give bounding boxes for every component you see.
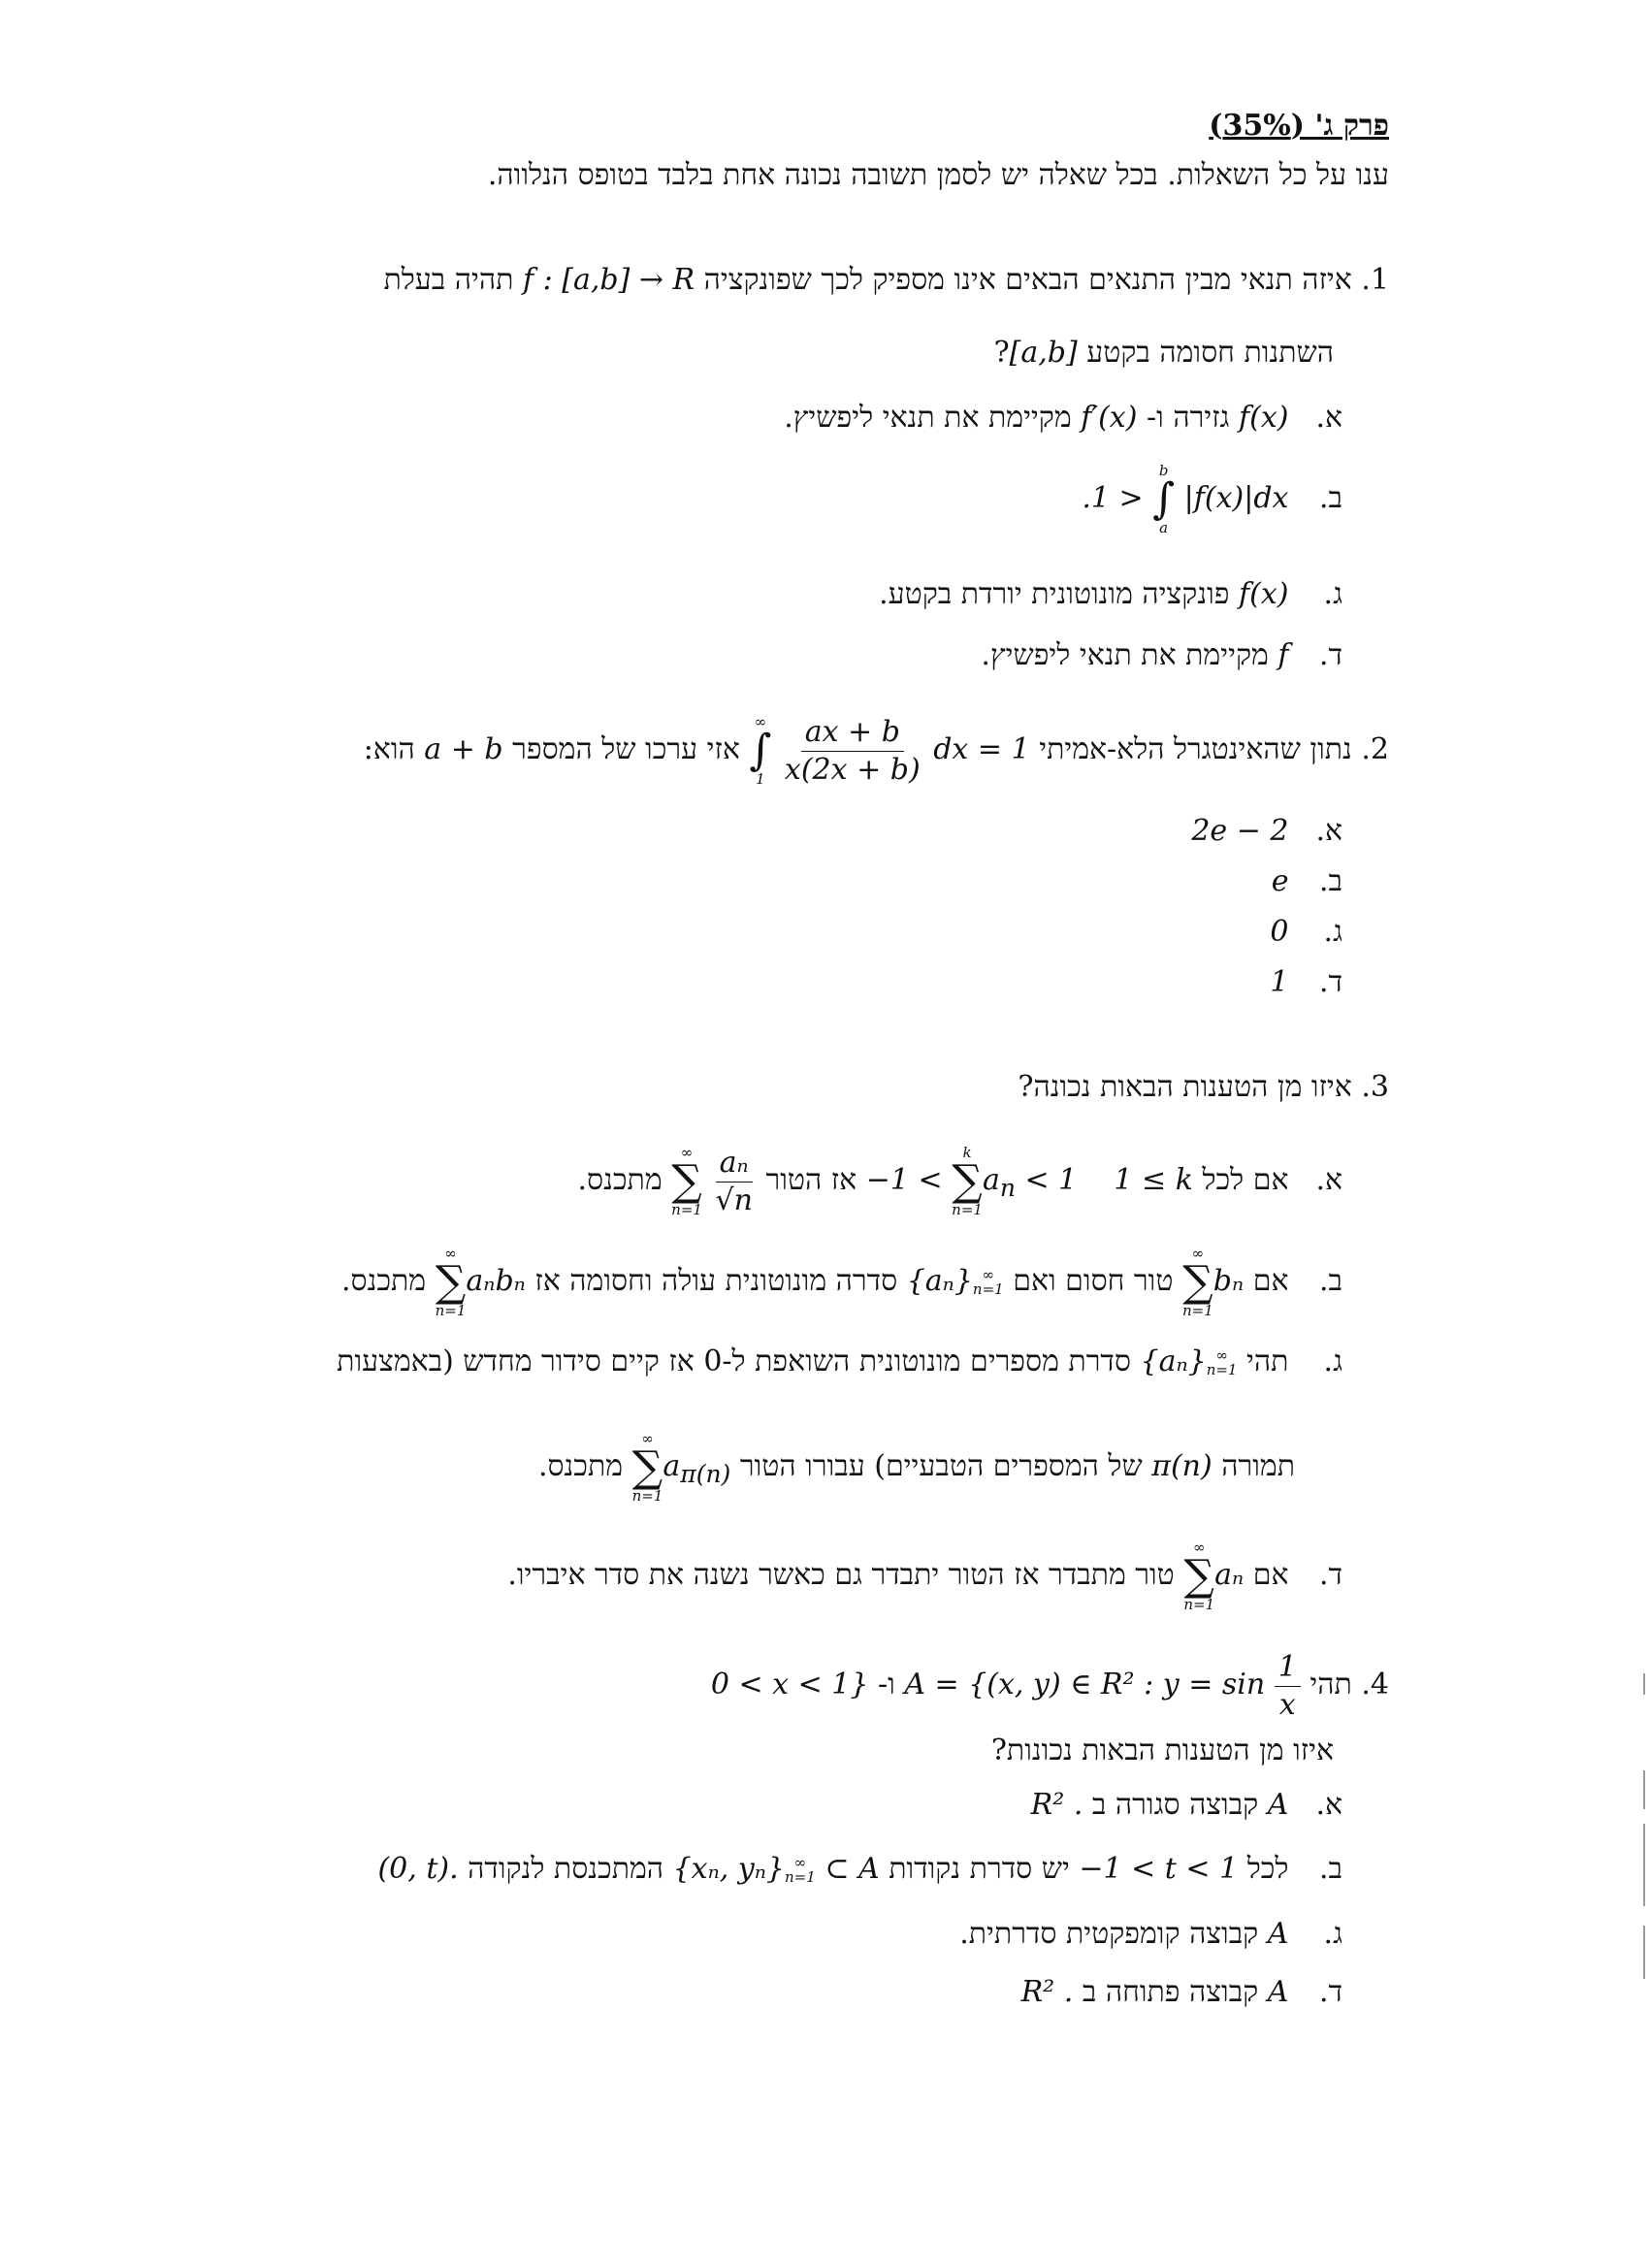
option-label: ג. <box>1323 1345 1342 1378</box>
sum-upper: ∞ <box>1191 1245 1205 1262</box>
sigma-sign: ∑ <box>1182 1257 1213 1307</box>
q4-opt-b-text2: יש סדרת נקודות <box>889 1852 1070 1886</box>
q3-number: 3. <box>1361 1070 1389 1104</box>
q1-number: 1. <box>1361 263 1389 297</box>
q4-set-definition <box>904 1649 1301 1723</box>
q4-option-d <box>1021 1974 1342 2011</box>
q4-opt-a-text: קבוצה סגורה ב <box>1091 1788 1259 1822</box>
q4-opt-b-text3: המתכנסת לנקודה <box>468 1852 664 1886</box>
q3-opt-a-fraction <box>711 1145 756 1218</box>
q3-opt-c-permutation: π(n) <box>1151 1449 1212 1483</box>
sigma-sign: ∑ <box>435 1257 467 1307</box>
option-label: ד. <box>1319 1558 1342 1592</box>
q4-line1 <box>711 1649 1389 1723</box>
integral-lower: 1 <box>756 770 765 788</box>
integral-upper: b <box>1158 462 1169 479</box>
integral-sign: ∫ <box>1152 474 1176 524</box>
q4-opt-b-t-range: −1 < t < 1 <box>1079 1852 1239 1886</box>
sum-upper: k <box>962 1144 972 1161</box>
sum-lower: n=1 <box>631 1487 663 1505</box>
option-value: 0 <box>1270 915 1289 949</box>
q2-option-c <box>1270 914 1342 951</box>
sum-term: a <box>982 1163 1000 1197</box>
q4-opt-b-sequence <box>673 1851 880 1888</box>
sequence-lower: n=1 <box>972 1280 1004 1298</box>
q4-opt-c-set: A <box>1267 1917 1289 1951</box>
q4-text-and: ו- <box>877 1668 895 1701</box>
q3-opt-b-series <box>1182 1247 1244 1318</box>
sequence-braces: {aₙ} <box>906 1264 973 1298</box>
q1-option-a <box>784 400 1342 437</box>
q3-opt-b-text1: אם <box>1252 1264 1289 1298</box>
q3-opt-b-series2 <box>436 1247 526 1318</box>
sum-symbol <box>436 1247 467 1318</box>
q3-option-a <box>578 1145 1343 1218</box>
sum-lower: n=1 <box>1183 1596 1215 1613</box>
q3-opt-a-partial-sum <box>866 1146 1078 1217</box>
q1-interval: [a,b] <box>1009 336 1078 370</box>
scan-edge-mark <box>1643 1824 1645 1906</box>
q1-question-mark: ? <box>993 336 1010 370</box>
q4-set-part-b: 0 < x < 1} <box>710 1668 869 1701</box>
q4-set-part-a: A = {(x, y) ∈ R² : y = sin <box>904 1668 1266 1701</box>
q3-opt-b-text4: מתכנס. <box>340 1264 427 1298</box>
q3-opt-c-text4: של המספרים הטבעיים) עבורו הטור <box>739 1449 1143 1483</box>
q3-line1 <box>1018 1069 1389 1106</box>
q4-option-a <box>1031 1787 1342 1824</box>
sequence-lower: n=1 <box>785 1868 816 1886</box>
sum-lower: n=1 <box>435 1302 467 1319</box>
sequence-upper: ∞ <box>982 1266 995 1283</box>
q2-integral-expr <box>749 714 1029 788</box>
option-value: 2e − 2 <box>1191 814 1289 848</box>
section-instructions: ענו על כל השאלות. בכל שאלה יש לסמן תשובה נכונה אחת בלבד בטופס הנלווה. <box>487 158 1389 192</box>
q3-opt-d-text2: טור מתבדר אז הטור יתבדר גם כאשר נשנה את סדר איבריו. <box>507 1558 1175 1592</box>
option-label: ב. <box>1319 864 1342 898</box>
q3-opt-a-text2: אז הטור <box>765 1163 857 1197</box>
q1-line2 <box>994 335 1334 372</box>
q4-opt-b-subset: ⊂ A <box>824 1852 880 1886</box>
q3-opt-b-text3: סדרה מונוטונית עולה וחסומה אז <box>534 1264 898 1298</box>
integral-lower: a <box>1159 519 1169 536</box>
scan-edge-mark <box>1643 1770 1645 1809</box>
sum-lower: n=1 <box>671 1201 702 1218</box>
sum-term-index: n <box>999 1174 1016 1202</box>
q2-option-d <box>1270 964 1342 1001</box>
integral-sign: ∫ <box>749 726 772 775</box>
q2-text-b: אזי ערכו של המספר <box>512 732 740 766</box>
q1-opt-a-text2: מקיימת את תנאי ליפשיץ. <box>784 401 1072 435</box>
q4-opt-b-point: (0, t). <box>377 1852 459 1886</box>
q3-option-d <box>507 1540 1342 1612</box>
sigma-sign: ∑ <box>671 1156 702 1206</box>
q1-opt-d-f: f <box>1277 638 1289 672</box>
sum-lower: n=1 <box>1182 1302 1213 1319</box>
q1-opt-a-text1: גזירה ו- <box>1146 401 1230 435</box>
q1-option-c <box>879 576 1342 613</box>
option-label: א. <box>1315 1163 1342 1197</box>
q2-dx: dx <box>933 732 969 766</box>
option-label: ד. <box>1319 965 1342 999</box>
q1-text-a: איזה תנאי מבין התנאים הבאים אינו מספיק לכך שפונקציה <box>703 263 1352 297</box>
option-label: א. <box>1315 401 1342 435</box>
q4-opt-c-text: קבוצה קומפקטית סדרתית. <box>959 1917 1259 1951</box>
q4-text2: איזו מן הטענות הבאות נכונות? <box>990 1733 1334 1767</box>
fraction-denominator: x <box>1278 1687 1296 1722</box>
q1-text-c: השתנות חסומה בקטע <box>1086 336 1334 370</box>
q1-opt-c-text: פונקציה מונוטונית יורדת בקטע. <box>879 577 1230 611</box>
q3-opt-a-k-range: 1 ≤ k <box>1114 1163 1193 1197</box>
q1-text-b: תהיה בעלת <box>383 263 514 297</box>
q2-a-plus-b: a + b <box>424 732 503 766</box>
sum-symbol <box>671 1146 702 1217</box>
option-label: א. <box>1315 814 1342 848</box>
integral-upper: ∞ <box>754 713 767 730</box>
q1-opt-b-prefix: .1 > <box>1082 481 1144 515</box>
q2-option-b <box>1272 863 1342 900</box>
q3-opt-c-text2: סדרת מספרים מונוטונית השואפת ל-0 אז קיים סידור מחדש (באמצעות <box>337 1345 1131 1378</box>
sum-upper: ∞ <box>680 1144 694 1161</box>
sum-symbol <box>632 1432 663 1504</box>
option-value: 1 <box>1270 965 1289 999</box>
fraction-denominator: x(2x + b) <box>784 752 921 787</box>
q4-opt-a-space: R² . <box>1030 1788 1083 1822</box>
q3-opt-b-text2: טור חסום ואם <box>1013 1264 1174 1298</box>
q3-opt-c-text3: תמורה <box>1221 1449 1295 1483</box>
q2-number: 2. <box>1361 732 1389 766</box>
sigma-sign: ∑ <box>1183 1551 1214 1601</box>
fraction-numerator: aₙ <box>716 1145 753 1183</box>
option-label: ג. <box>1323 1917 1342 1951</box>
sum-term: a <box>663 1449 681 1483</box>
q3-opt-b-sequence <box>907 1263 1004 1300</box>
q3-option-c-line1 <box>337 1344 1342 1380</box>
q3-option-b <box>341 1247 1342 1318</box>
option-label: ד. <box>1319 1975 1342 2009</box>
q2-equals: = 1 <box>977 732 1030 766</box>
sequence-range <box>785 1856 816 1885</box>
q3-opt-c-sequence <box>1140 1344 1237 1380</box>
q2-line1 <box>364 714 1389 788</box>
q1-opt-b-integral <box>1082 464 1288 535</box>
sequence-braces: {xₙ, yₙ} <box>672 1852 786 1886</box>
q3-opt-a-lower: −1 < <box>865 1163 943 1197</box>
q4-opt-a-set: A <box>1267 1788 1289 1822</box>
q1-opt-b-integrand: |f(x)|dx <box>1183 481 1289 515</box>
q1-line1 <box>383 262 1389 299</box>
option-label: א. <box>1315 1788 1342 1822</box>
q4-opt-d-set: A <box>1267 1975 1289 2009</box>
q4-text1: תהי <box>1310 1668 1352 1701</box>
fraction-numerator: ax + b <box>801 714 904 752</box>
q1-option-b <box>1082 464 1342 535</box>
q3-opt-a-text1: אם לכל <box>1202 1163 1289 1197</box>
scan-edge-mark <box>1643 1673 1645 1695</box>
sequence-upper: ∞ <box>1215 1346 1228 1364</box>
q3-text: איזו מן הטענות הבאות נכונה? <box>1018 1070 1352 1104</box>
q3-opt-c-text5: מתכנס. <box>537 1449 624 1483</box>
q1-opt-a-fprime: f′(x) <box>1081 401 1138 435</box>
q1-opt-d-text: מקיימת את תנאי ליפשיץ. <box>981 638 1269 672</box>
integral-symbol <box>1152 464 1175 535</box>
sum-symbol <box>1182 1247 1213 1318</box>
sigma-sign: ∑ <box>952 1156 983 1206</box>
option-label: ג. <box>1323 577 1342 611</box>
option-label: ג. <box>1323 915 1342 949</box>
option-label: ב. <box>1319 1264 1342 1298</box>
q3-opt-d-text1: אם <box>1252 1558 1289 1592</box>
q2-text-a: נתון שהאינטגרל הלא-אמיתי <box>1039 732 1352 766</box>
q2-option-a <box>1191 813 1342 850</box>
q1-function-map: f : [a,b] → R <box>522 263 695 297</box>
sum-term: aₙ <box>1214 1558 1245 1592</box>
q1-option-d <box>981 637 1342 674</box>
option-label: ד. <box>1319 638 1342 672</box>
sum-term: bₙ <box>1212 1264 1245 1298</box>
option-label: ב. <box>1319 1852 1342 1886</box>
sequence-upper: ∞ <box>793 1854 807 1871</box>
q4-fraction <box>1275 1649 1301 1723</box>
scan-edge-mark <box>1643 1926 1645 1979</box>
sum-lower: n=1 <box>952 1201 983 1218</box>
q4-opt-d-space: R² . <box>1020 1975 1074 2009</box>
sequence-lower: n=1 <box>1206 1361 1238 1378</box>
q4-option-c <box>959 1916 1342 1953</box>
q4-opt-b-text1: לכל <box>1246 1852 1289 1886</box>
sum-symbol <box>952 1146 983 1217</box>
sequence-range <box>973 1268 1004 1297</box>
q4-opt-d-text: קבוצה פתוחה ב <box>1082 1975 1259 2009</box>
q1-opt-c-fx: f(x) <box>1239 577 1289 611</box>
sequence-range <box>1207 1348 1238 1377</box>
sequence-braces: {aₙ} <box>1140 1345 1207 1378</box>
section-heading: פרק ג' (35%) <box>1209 109 1389 143</box>
q4-line2 <box>991 1733 1334 1769</box>
q3-opt-a-text3: מתכנס. <box>577 1163 663 1197</box>
sum-upper: ∞ <box>1192 1539 1206 1556</box>
sum-upper: ∞ <box>641 1430 654 1447</box>
q3-option-c-line2 <box>538 1432 1295 1504</box>
q4-option-b <box>377 1851 1342 1888</box>
fraction-denominator: √n <box>715 1183 753 1217</box>
sum-upper: ∞ <box>444 1245 457 1262</box>
q1-opt-a-fx: f(x) <box>1239 401 1289 435</box>
sum-symbol <box>1183 1540 1214 1612</box>
q2-fraction <box>781 714 924 788</box>
q3-opt-d-series <box>1183 1540 1244 1612</box>
q4-number: 4. <box>1361 1668 1389 1701</box>
q3-opt-c-text1: תהי <box>1246 1345 1289 1378</box>
fraction-numerator: 1 <box>1275 1649 1301 1687</box>
integral-symbol <box>749 715 771 787</box>
q3-opt-c-series <box>632 1432 731 1504</box>
option-value: e <box>1271 864 1289 898</box>
q2-text-c: הוא: <box>363 732 415 766</box>
sum-term-index: π(n) <box>680 1460 731 1488</box>
q3-opt-a-series <box>671 1145 757 1218</box>
option-label: ב. <box>1319 481 1342 515</box>
sigma-sign: ∑ <box>631 1442 663 1492</box>
q3-opt-a-upper: < 1 <box>1024 1163 1078 1197</box>
sum-term: aₙbₙ <box>466 1264 526 1298</box>
